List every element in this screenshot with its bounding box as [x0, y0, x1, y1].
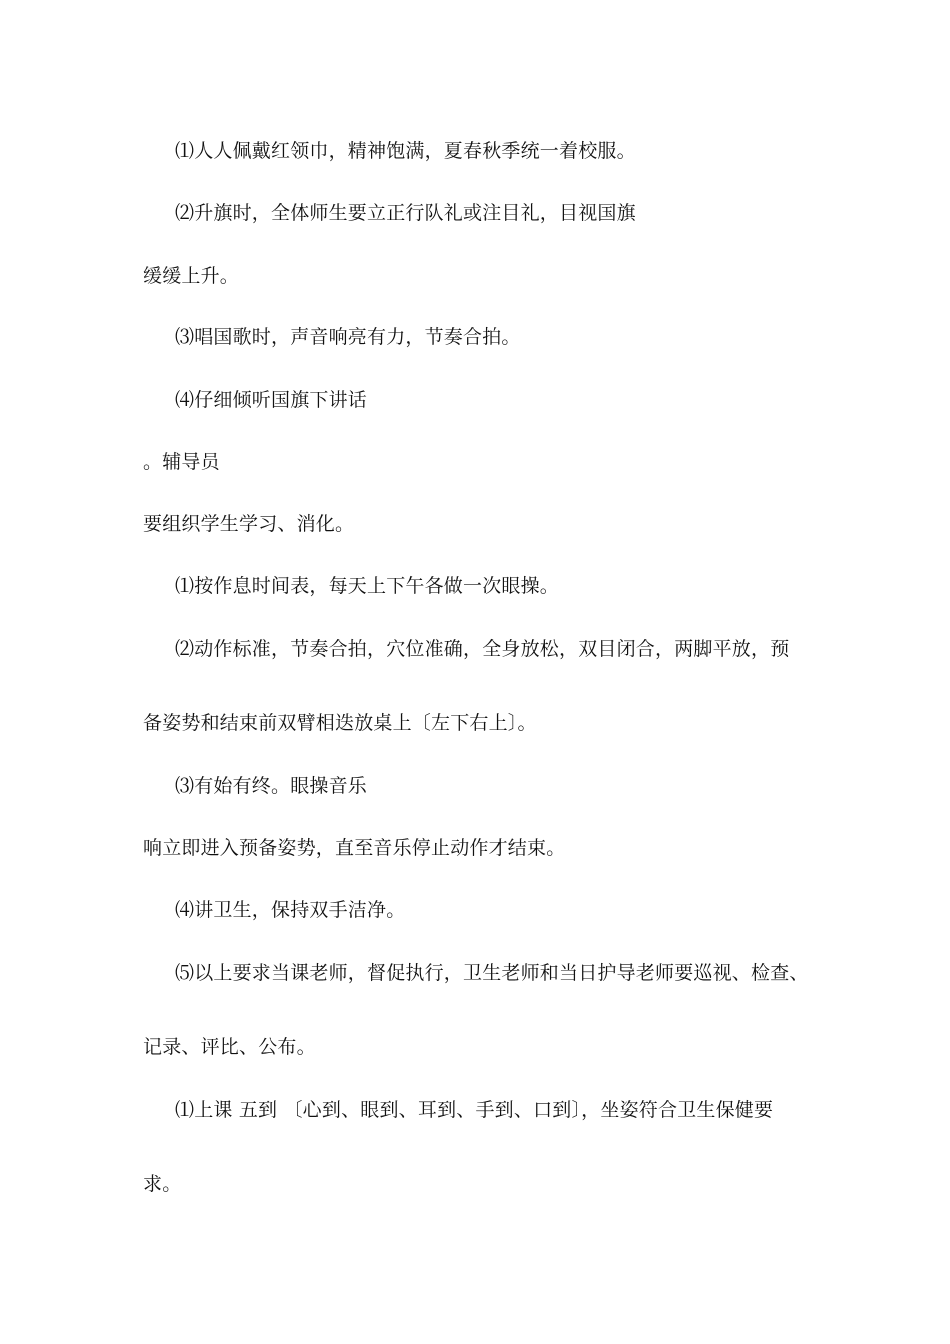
- text-line-6: 。辅导员: [143, 451, 220, 473]
- text-line-9: ⑵动作标准，节奏合拍，穴位准确，全身放松，双目闭合，两脚平放，预: [175, 638, 790, 660]
- text-line-14: ⑸以上要求当课老师，督促执行，卫生老师和当日护导老师要巡视、检查、: [175, 962, 809, 984]
- text-line-12: 响立即进入预备姿势，直至音乐停止动作才结束。: [143, 837, 566, 859]
- text-line-11: ⑶有始有终。眼操音乐: [175, 775, 368, 797]
- text-line-1: ⑴人人佩戴红领巾，精神饱满，夏春秋季统一着校服。: [175, 140, 636, 162]
- text-line-13: ⑷讲卫生，保持双手洁净。: [175, 899, 406, 921]
- text-line-5: ⑷仔细倾听国旗下讲话: [175, 389, 368, 411]
- text-line-17: 求。: [143, 1173, 182, 1195]
- text-line-3: 缓缓上升。: [143, 265, 240, 287]
- text-line-2: ⑵升旗时，全体师生要立正行队礼或注目礼，目视国旗: [175, 202, 636, 224]
- text-line-10: 备姿势和结束前双臂相迭放桌上〔左下右上〕。: [143, 712, 537, 734]
- text-line-7: 要组织学生学习、消化。: [143, 513, 355, 535]
- text-line-16: ⑴上课 五到 〔心到、眼到、耳到、手到、口到〕，坐姿符合卫生保健要: [175, 1099, 774, 1121]
- text-line-8: ⑴按作息时间表，每天上下午各做一次眼操。: [175, 575, 560, 597]
- text-line-4: ⑶唱国歌时，声音响亮有力，节奏合拍。: [175, 326, 521, 348]
- text-line-15: 记录、评比、公布。: [143, 1036, 316, 1058]
